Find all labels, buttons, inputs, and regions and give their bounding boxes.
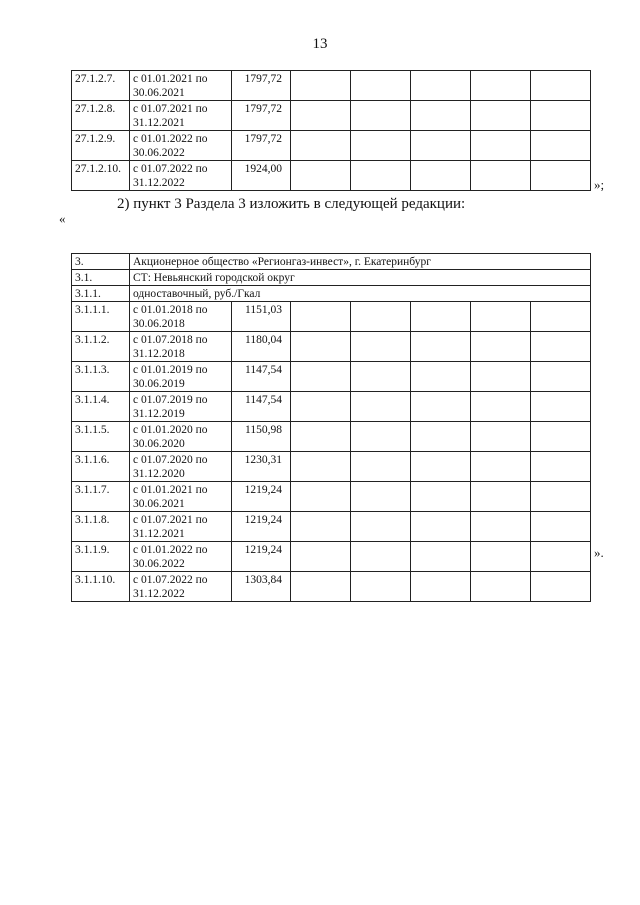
empty-cell [471,542,531,572]
empty-cell [531,422,591,452]
table-row [72,452,591,482]
empty-cell [471,482,531,512]
empty-cell [351,362,411,392]
page-number: 13 [312,36,328,52]
empty-cell [531,71,591,101]
row-period: с 01.01.2020 по 30.06.2020 [130,422,232,452]
empty-cell [471,362,531,392]
tariff-table-continuation [71,70,591,191]
opening-quote-mark: « [59,211,66,226]
empty-cell [411,512,471,542]
empty-cell [471,101,531,131]
header-text: Акционерное общество «Регионгаз-инвест», г. Екатеринбург [130,254,591,270]
empty-cell [351,542,411,572]
empty-cell [291,362,351,392]
empty-cell [291,302,351,332]
empty-cell [411,332,471,362]
empty-cell [531,101,591,131]
row-code: 27.1.2.9. [72,131,130,161]
empty-cell [351,482,411,512]
row-code: 3.1.1.7. [72,482,130,512]
row-code: 3.1.1.1. [72,302,130,332]
empty-cell [411,302,471,332]
empty-cell [411,542,471,572]
amendment-text: 2) пункт 3 Раздела 3 изложить в следующей редакции: [117,196,466,212]
table-row [72,71,591,101]
empty-cell [291,101,351,131]
table-row [72,482,591,512]
empty-cell [351,161,411,191]
empty-cell [411,572,471,602]
row-value: 1147,54 [232,362,291,392]
row-code: 3.1.1.3. [72,362,130,392]
table-row [72,422,591,452]
empty-cell [471,422,531,452]
row-code: 3.1.1.5. [72,422,130,452]
empty-cell [291,572,351,602]
row-value: 1303,84 [232,572,291,602]
header-code: 3.1.1. [72,286,130,302]
table-row [72,542,591,572]
row-value: 1230,31 [232,452,291,482]
table-row [72,392,591,422]
row-period: с 01.07.2021 по 31.12.2021 [130,512,232,542]
empty-cell [531,572,591,602]
row-value: 1924,00 [232,161,291,191]
row-value: 1151,03 [232,302,291,332]
empty-cell [351,332,411,362]
empty-cell [471,512,531,542]
empty-cell [531,131,591,161]
empty-cell [531,332,591,362]
row-period: с 01.01.2022 по 30.06.2022 [130,542,232,572]
empty-cell [531,161,591,191]
empty-cell [351,131,411,161]
empty-cell [291,542,351,572]
empty-cell [411,131,471,161]
row-code: 3.1.1.9. [72,542,130,572]
header-text: СТ: Невьянский городской округ [130,270,591,286]
empty-cell [411,392,471,422]
empty-cell [531,542,591,572]
table-row [72,332,591,362]
header-text: одноставочный, руб./Гкал [130,286,591,302]
row-period: с 01.01.2019 по 30.06.2019 [130,362,232,392]
row-value: 1147,54 [232,392,291,422]
closing-quote-mark: ». [594,545,604,560]
empty-cell [471,71,531,101]
row-value: 1219,24 [232,542,291,572]
row-value: 1797,72 [232,101,291,131]
empty-cell [291,422,351,452]
empty-cell [291,452,351,482]
table-row [72,302,591,332]
empty-cell [531,482,591,512]
row-code: 27.1.2.8. [72,101,130,131]
row-value: 1797,72 [232,71,291,101]
row-code: 3.1.1.4. [72,392,130,422]
header-code: 3. [72,254,130,270]
table-row [72,512,591,542]
row-code: 3.1.1.2. [72,332,130,362]
row-value: 1219,24 [232,482,291,512]
empty-cell [411,161,471,191]
empty-cell [351,101,411,131]
empty-cell [411,452,471,482]
empty-cell [351,572,411,602]
table-header-row [72,270,591,286]
table-row [72,572,591,602]
row-period: с 01.07.2022 по 31.12.2022 [130,161,232,191]
empty-cell [351,452,411,482]
row-period: с 01.07.2020 по 31.12.2020 [130,452,232,482]
tariff-table-section-3 [71,253,591,602]
empty-cell [471,452,531,482]
empty-cell [291,71,351,101]
row-code: 27.1.2.10. [72,161,130,191]
row-period: с 01.07.2021 по 31.12.2021 [130,101,232,131]
empty-cell [531,362,591,392]
row-period: с 01.01.2022 по 30.06.2022 [130,131,232,161]
table-row [72,131,591,161]
row-period: с 01.01.2021 по 30.06.2021 [130,482,232,512]
empty-cell [471,572,531,602]
empty-cell [531,302,591,332]
empty-cell [291,512,351,542]
row-value: 1180,04 [232,332,291,362]
empty-cell [351,422,411,452]
empty-cell [351,392,411,422]
table-row [72,362,591,392]
empty-cell [291,482,351,512]
empty-cell [411,362,471,392]
empty-cell [471,161,531,191]
header-code: 3.1. [72,270,130,286]
empty-cell [411,422,471,452]
row-code: 3.1.1.8. [72,512,130,542]
table-row [72,101,591,131]
row-code: 3.1.1.6. [72,452,130,482]
row-period: с 01.01.2018 по 30.06.2018 [130,302,232,332]
row-value: 1797,72 [232,131,291,161]
empty-cell [351,71,411,101]
closing-quote-mark: »; [594,177,605,192]
empty-cell [531,452,591,482]
empty-cell [291,131,351,161]
empty-cell [471,332,531,362]
empty-cell [411,71,471,101]
empty-cell [411,101,471,131]
table-header-row [72,286,591,302]
table-header-row [72,254,591,270]
empty-cell [531,392,591,422]
row-code: 27.1.2.7. [72,71,130,101]
empty-cell [291,161,351,191]
empty-cell [291,332,351,362]
table-row [72,161,591,191]
row-period: с 01.07.2022 по 31.12.2022 [130,572,232,602]
row-value: 1150,98 [232,422,291,452]
empty-cell [471,302,531,332]
empty-cell [471,392,531,422]
empty-cell [291,392,351,422]
empty-cell [471,131,531,161]
row-period: с 01.07.2019 по 31.12.2019 [130,392,232,422]
empty-cell [531,512,591,542]
empty-cell [411,482,471,512]
row-value: 1219,24 [232,512,291,542]
empty-cell [351,512,411,542]
empty-cell [351,302,411,332]
row-period: с 01.01.2021 по 30.06.2021 [130,71,232,101]
row-code: 3.1.1.10. [72,572,130,602]
row-period: с 01.07.2018 по 31.12.2018 [130,332,232,362]
